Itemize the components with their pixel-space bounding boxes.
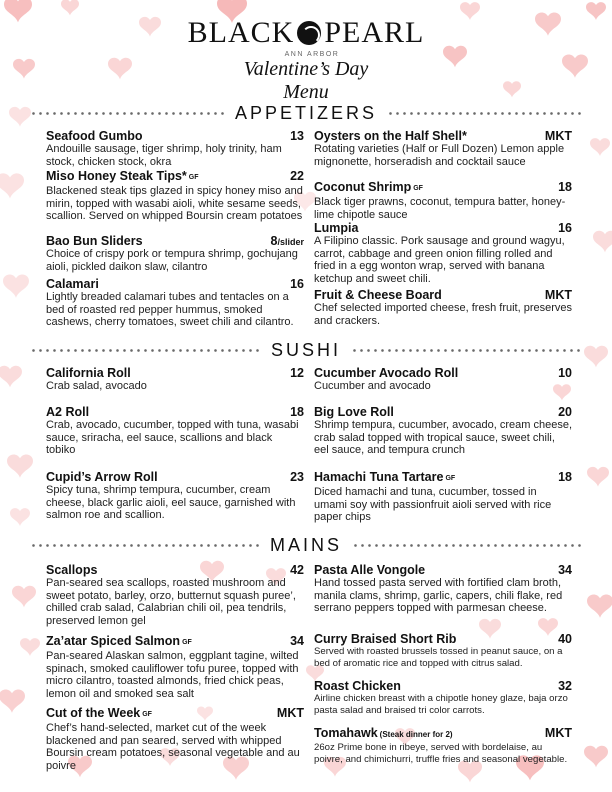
brand-name-left: BLACK: [187, 16, 295, 49]
item-name: Pasta Alle Vongole: [314, 563, 426, 577]
item-name: Cut of the Week: [46, 706, 141, 720]
mains-heading: [30, 535, 582, 556]
item-description: Rotating varieties (Half or Full Dozen) Lemon apple mignonette, horseradish and cocktail sauce: [314, 143, 565, 168]
item-price: 18: [558, 470, 572, 484]
pearl-icon: [297, 21, 321, 45]
item-name: Miso Honey Steak Tips*: [46, 169, 187, 183]
item-description: Crab salad, avocado: [46, 380, 147, 392]
item-description: Lightly breaded calamari tubes and tentacles on a bed of roasted red pepper hummus, smoked cashews, cherry tomatoes, sweet chili and cilantro.: [46, 291, 294, 328]
menu-item-hamachi-tuna-tartare: [314, 470, 572, 524]
item-price: 42: [290, 563, 304, 577]
item-name: Coconut Shrimp: [314, 180, 412, 194]
item-price: 18: [558, 180, 572, 194]
menu-item-scallops: [46, 563, 304, 627]
item-description: Choice of crispy pork or tempura shrimp, gochujang aioli, pickled daikon slaw, cilantro: [46, 248, 298, 273]
item-name: Lumpia: [314, 221, 359, 235]
item-price: 22: [290, 169, 304, 183]
gf-badge: GF: [445, 475, 456, 482]
item-price: 40: [558, 632, 572, 646]
menu-item-a2-roll: [46, 405, 304, 457]
item-description: Crab, avocado, cucumber, topped with tuna, wasabi sauce, sriracha, eel sauce, scallions and black tobiko: [46, 419, 299, 456]
item-price: 12: [290, 366, 304, 380]
item-name: Seafood Gumbo: [46, 129, 143, 143]
menu-item-coconut-shrimp: [314, 180, 572, 221]
item-name: A2 Roll: [46, 405, 90, 419]
menu-item-bao-bun-sliders: [46, 234, 304, 273]
dotted-rule-right: [387, 110, 582, 117]
dotted-rule-right: [351, 347, 582, 354]
item-price: 13: [290, 129, 304, 143]
item-price: 16: [558, 221, 572, 235]
item-description: Served with roasted brussels tossed in peanut sauce, on a bed of aromatic rice and topped with citrus salad.: [314, 646, 563, 669]
item-description: Pan-seared sea scallops, roasted mushroom and sweet potato, barley, orzo, butternut squash puree’, chilled crab salad, Calabrian chili oil, pea tendrils, preserved lemon gel: [46, 577, 296, 627]
menu-item-cupids-arrow-roll: [46, 470, 304, 522]
gf-badge: GF: [182, 639, 192, 646]
brand-subtitle: ANN ARBOR: [284, 51, 340, 58]
brand-name-right: PEARL: [324, 16, 425, 49]
item-description: Black tiger prawns, coconut, tempura batter, honey-lime chipotle sauce: [314, 196, 566, 221]
item-description: Shrimp tempura, cucumber, avocado, cream cheese, crab salad topped with tropical sauce, sweet chili, eel sauce, and tempura crunch: [314, 419, 573, 456]
item-name: Calamari: [46, 277, 99, 291]
menu-item-pasta-alle-vongole: [314, 563, 572, 615]
item-name: Cupid’s Arrow Roll: [46, 470, 158, 484]
dotted-rule-right: [352, 542, 582, 549]
gf-badge: GF: [142, 711, 152, 718]
sushi-label: SUSHI: [271, 340, 342, 360]
item-price: 23: [290, 470, 304, 484]
item-price: MKT: [544, 726, 572, 740]
item-description: Chef selected imported cheese, fresh fruit, preserves and crackers.: [314, 302, 573, 327]
dotted-rule-left: [30, 347, 261, 354]
menu-item-zaatar-spiced-salmon: [46, 634, 304, 700]
item-price: MKT: [276, 706, 304, 720]
item-description: Airline chicken breast with a chipotle honey glaze, baja orzo pasta salad and braised tri color carrots.: [314, 693, 568, 716]
item-name: California Roll: [46, 366, 131, 380]
menu-item-seafood-gumbo: [46, 129, 304, 168]
menu-item-curry-braised-short-rib: [314, 632, 572, 670]
item-price: MKT: [544, 129, 572, 143]
item-description: Pan-seared Alaskan salmon, eggplant tagine, wilted spinach, smoked cauliflower tofu puree, topped with micro cilantro, toasted almonds, fried chick peas, lemon oil and smoked sea salt: [46, 650, 299, 700]
gf-badge: GF: [188, 174, 199, 181]
item-description: 26oz Prime bone in ribeye, served with bordelaise, au poivre, and chimichurri, truffle fries and seasonal vegetable.: [314, 742, 568, 765]
item-price: 8: [270, 234, 278, 248]
item-name: Za’atar Spiced Salmon: [46, 634, 181, 648]
item-price: 20: [558, 405, 572, 419]
item-price: 34: [290, 634, 304, 648]
menu-item-oysters: [314, 129, 572, 168]
menu-item-california-roll: [46, 366, 304, 393]
item-price: 34: [558, 563, 572, 577]
item-name: Roast Chicken: [314, 679, 401, 693]
menu-item-cut-of-the-week: [46, 706, 304, 772]
item-note: (Steak dinner for 2): [379, 730, 453, 739]
item-price: MKT: [544, 288, 572, 302]
item-name: Curry Braised Short Rib: [314, 632, 457, 646]
menu-item-cucumber-avocado-roll: [314, 366, 572, 393]
item-description: Cucumber and avocado: [314, 380, 431, 392]
item-name: Bao Bun Sliders: [46, 234, 143, 248]
item-name: Oysters on the Half Shell*: [314, 129, 467, 143]
item-name: Cucumber Avocado Roll: [314, 366, 459, 380]
item-description: Blackened steak tips glazed in spicy honey miso and mirin, topped with wasabi aioli, white sesame seeds, scallion. Served on whipped Boursin cream potatoes: [46, 185, 303, 222]
menu-item-lumpia: [314, 221, 572, 285]
menu-item-roast-chicken: [314, 679, 572, 717]
item-description: Spicy tuna, shrimp tempura, cucumber, cream cheese, black garlic aioli, eel sauce, garnished with salmon roe and scallion.: [46, 484, 296, 521]
dotted-rule-left: [30, 110, 225, 117]
item-name: Fruit & Cheese Board: [314, 288, 442, 302]
item-description: Andouille sausage, tiger shrimp, holy trinity, ham stock, chicken stock, okra: [46, 143, 282, 168]
menu-item-tomahawk: [314, 726, 572, 766]
item-price: 18: [290, 405, 304, 419]
item-price-unit: /slider: [277, 237, 304, 247]
menu-item-calamari: [46, 277, 304, 329]
appetizers-label: APPETIZERS: [234, 103, 378, 123]
appetizers-heading: [30, 103, 582, 124]
item-name: Tomahawk: [314, 726, 378, 740]
menu-item-fruit-cheese-board: [314, 288, 572, 327]
sushi-heading: [30, 340, 582, 361]
brand-logo: [0, 16, 612, 50]
page-title: Valentine’s Day: [243, 58, 369, 80]
item-name: Scallops: [46, 563, 98, 577]
item-name: Big Love Roll: [314, 405, 394, 419]
item-description: Hand tossed pasta served with fortified clam broth, manila clams, shrimp, garlic, capers, chili flake, red serrano peppers topped with parmesan cheese.: [314, 577, 563, 614]
item-description: Chef’s hand-selected, market cut of the week blackened and pan seared, served with whipped Boursin cream potatoes, seasonal vegetable and au poivre: [46, 722, 300, 772]
item-price: 32: [558, 679, 572, 693]
menu-item-big-love-roll: [314, 405, 572, 457]
item-price: 10: [558, 366, 572, 380]
item-name: Hamachi Tuna Tartare: [314, 470, 444, 484]
item-description: A Filipino classic. Pork sausage and ground wagyu, carrot, cabbage and green onion filling rolled and fried in a egg wonton wrap, served with banana ketchup and sweet chili.: [314, 235, 565, 285]
dotted-rule-left: [30, 542, 260, 549]
page-subtitle: Menu: [283, 81, 329, 103]
item-price: 16: [290, 277, 304, 291]
mains-label: MAINS: [270, 535, 343, 555]
menu-item-miso-honey-steak-tips: [46, 169, 304, 223]
gf-badge: GF: [413, 185, 423, 192]
item-description: Diced hamachi and tuna, cucumber, tossed in umami soy with passionfruit aioli served with rice paper chips: [314, 486, 552, 523]
